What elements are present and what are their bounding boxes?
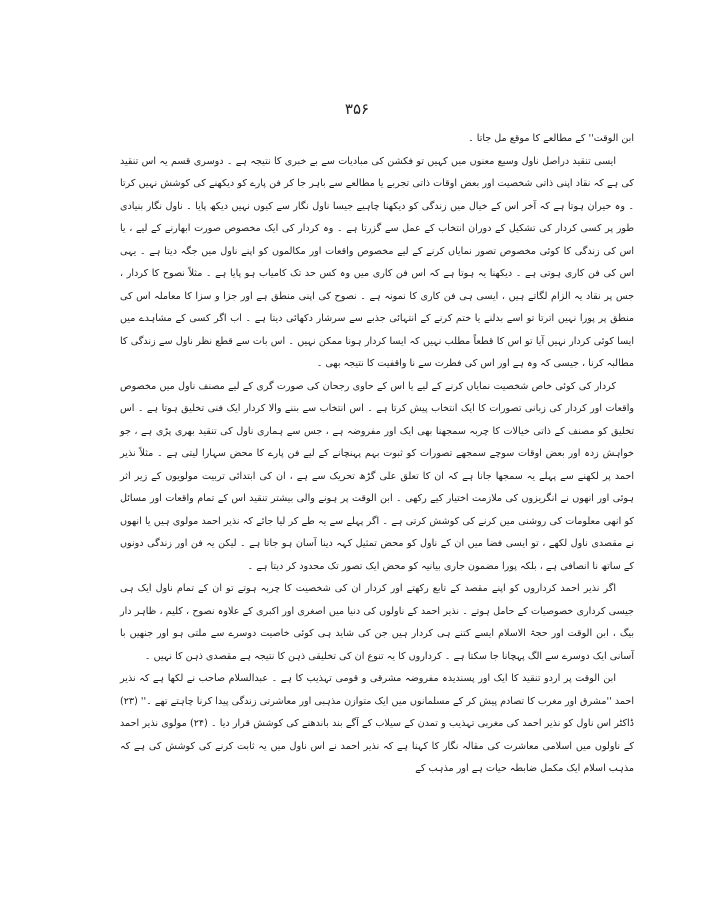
paragraph: ایسی تنقید دراصل ناول وسیع معنوں میں کہیں تو فکشن کی مبادیات سے بے خبری کا نتیجہ ہے ۔ دوسری قسم یہ اس تنقید کی ہے کہ نقاد اپنی ذاتی شخصیت اور بعض اوقات ذاتی تجربے یا مطالعے سے باہر جا کر فن پارے کو دیکھنے کی کوشش نہیں کرتا ۔ وہ حیران ہوتا ہے کہ آخر اس کے خیال میں زندگی کو دیکھنا چاہیے جیسا ناول نگار سے کیوں نہیں دیکھ پایا ۔ ناول نگار بنیادی طور پر کسی کردار کی تشکیل کے دوران انتخاب کے عمل سے گزرتا ہے ۔ وہ کردار کی ایک مخصوص صورت ابھارنے کے لیے ، یا اس کی زندگی کا کوئی مخصوص تصور نمایاں کرنے کے لیے مخصوص واقعات اور مکالموں کو اپنے ناول میں جگہ دیتا ہے ۔ یہی اس کی فن کاری ہوتی ہے ۔ دیکھنا یہ ہوتا ہے کہ اس فن کاری میں وہ کس حد تک کامیاب ہو پایا ہے ۔ مثلاً نصوح کا کردار ، جس پر نقاد یہ الزام لگاتے ہیں ، ایسی ہی فن کاری کا نمونہ ہے ۔ نصوح کی اپنی منطق ہے اور جزا و سزا کا معاملہ اس کی منطق پر پورا نہیں اترتا تو اسے بدلنے یا ختم کرنے کے انتہائی جذبے سے سرشار دکھائی دیتا ہے ۔ اب اگر کسی کے مشاہدے میں ایسا کوئی کردار نہیں آیا تو اس کا قطعاً مطلب نہیں کہ ایسا کردار ہونا ممکن نہیں ۔ اس بات سے قطع نظر ناول سے زندگی کا مطالبہ کرنا ، جیسی کہ وہ ہے اور اس کی فطرت سے نا واقفیت کا نتیجہ بھی ۔ xyxy=(120,155,634,369)
paragraph: ابن الوقت'' کے مطالعے کا موقع مل جاتا ۔ xyxy=(468,133,634,144)
paragraph: کردار کی کوئی خاص شخصیت نمایاں کرنے کے لیے یا اس کے حاوی رجحان کی صورت گری کے لیے مصنف ناول میں مخصوص واقعات اور کردار کی زبانی تصورات کا ایک انتخاب پیش کرتا ہے ۔ اس انتخاب سے بننے والا کردار ایک فنی تخلیق ہوتا ہے ۔ اس تخلیق کو مصنف کے ذاتی خیالات کا چربہ سمجھنا بھی ایک اور مفروضہ ہے ، جس سے ہماری ناول کی تنقید بھری پڑی ہے ، جو خواہش زدہ اور بعض اوقات سوچے سمجھے تصورات کو ثبوت بہم پہنچانے کے لیے فن پارے کا محض سہارا لیتی ہے ۔ مثلاً نذیر احمد پر لکھنے سے پہلے یہ سمجھا جانا ہے کہ ان کا تعلق علی گڑھ تحریک سے ہے ، ان کی ابتدائی تربیت مولویوں کے زیر اثر ہوئی اور انھوں نے انگریزوں کی ملازمت اختیار کیے رکھی ۔ ابن الوقت پر ہونے والی بیشتر تنقید اس کے تمام واقعات اور مسائل کو انھی معلومات کی روشنی میں کرنے کی کوشش کرتی ہے ۔ اگر پہلے سے یہ طے کر لیا جائے کہ نذیر احمد مولوی ہیں یا انھوں نے مقصدی ناول لکھے ، تو ایسی فضا میں ان کے ناول کو محض تمثیل کہہ دینا آسان ہو جاتا ہے ۔ لیکن یہ فن اور زندگی دونوں کے ساتھ نا انصافی ہے ، بلکہ پورا مضمون جاری بیانیہ کو محض ایک تصور تک محدود کر دیتا ہے ۔ xyxy=(120,380,634,572)
body-text xyxy=(120,128,634,781)
paragraph: ابن الوقت پر اردو تنقید کا ایک اور پسندیدہ مفروضہ مشرقی و قومی تہذیب کا ہے ۔ عبدالسلام صاحب نے لکھا ہے کہ نذیر احمد ''مشرق اور مغرب کا تصادم پیش کر کے مسلمانوں میں ایک متوازن مذہبی اور معاشرتی زندگی پیدا کرنا چاہتے تھے ۔'' (۲۳) ڈاکٹر اس ناول کو نذیر احمد کی مغربی تہذیب و تمدن کے سیلاب کے آگے بند باندھنے کی کوشش قرار دیا ۔ (۲۴) مولوی نذیر احمد کے ناولوں میں اسلامی معاشرت کی مقالہ نگار کا کہنا ہے کہ نذیر احمد نے اس ناول میں یہ ثابت کرنے کی کوشش کی ہے کہ مذہب اسلام ایک مکمل ضابطہ حیات ہے اور مذہب کے xyxy=(120,673,634,774)
paragraph: اگر نذیر احمد کرداروں کو اپنے مقصد کے تابع رکھتے اور کردار ان کی شخصیت کا چربہ ہوتے تو ان کے تمام ناول ایک ہی جیسی کرداری خصوصیات کے حامل ہوتے ۔ نذیر احمد کے ناولوں کی دنیا میں اصغری اور اکبری کے علاوہ نصوح ، کلیم ، ظاہر دار بیگ ، ابن الوقت اور حجۃ الاسلام ایسے کتنے ہی کردار ہیں جن کی شاید ہی کوئی خاصیت دوسرے سے ملتی ہو اور جنھیں با آسانی ایک دوسرے سے الگ پہچانا جا سکتا ہے ۔ کرداروں کا یہ تنوع ان کی تخلیقی ذہن کا نتیجہ ہے مقصدی ذہن کا نہیں ۔ xyxy=(120,583,634,662)
page-number: ۳۵۶ xyxy=(344,100,370,118)
